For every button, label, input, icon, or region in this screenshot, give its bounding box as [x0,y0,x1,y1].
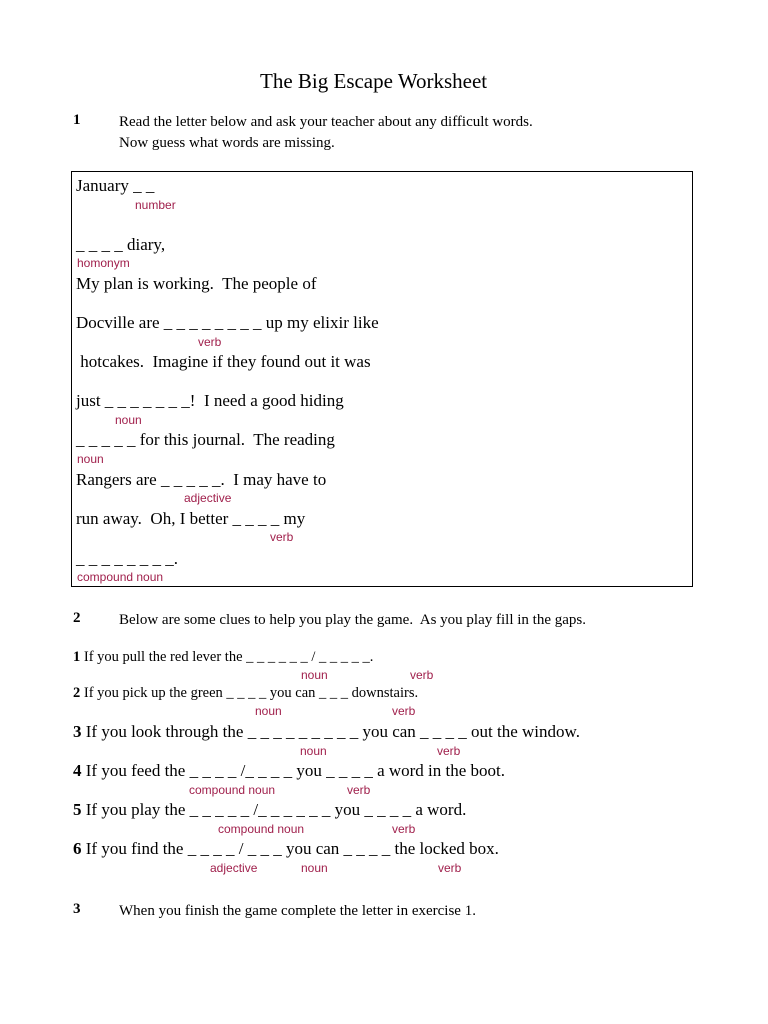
hint-label: verb [347,783,371,797]
hint-label: adjective [210,861,258,875]
letter-line: _ _ _ _ _ _ _ _. [76,549,178,568]
clue-number: 6 [73,839,82,858]
clue-text: If you feed the _ _ _ _ /_ _ _ _ you _ _ _ _ a word in the boot. [85,761,506,780]
hint-label: verb [410,668,434,682]
hint-label: verb [198,335,222,349]
hint-label: verb [392,822,416,836]
letter-line: hotcakes. Imagine if they found out it was [76,352,371,371]
hint-label: compound noun [77,570,164,584]
exercise-2-number: 2 [73,610,81,626]
letter-line: run away. Oh, I better _ _ _ _ my [76,509,306,528]
hint-label: noun [301,668,328,682]
exercise-3-instruction: When you finish the game complete the letter in exercise 1. [119,903,476,919]
exercise-3-number: 3 [73,901,81,917]
hint-label: compound noun [218,822,305,836]
hint-label: verb [392,704,416,718]
letter-line: _ _ _ _ _ for this journal. The reading [76,430,335,449]
hint-label: compound noun [189,783,276,797]
clue-2 [73,685,418,702]
clue-text: If you play the _ _ _ _ _ /_ _ _ _ _ _ you _ _ _ _ a word. [85,800,467,819]
clue-6 [73,839,499,859]
clue-number: 4 [73,761,82,780]
clue-number: 5 [73,800,82,819]
hint-label: noun [301,861,328,875]
clue-number: 1 [73,649,81,665]
clue-text: If you look through the _ _ _ _ _ _ _ _ _ you can _ _ _ _ out the window. [85,722,580,741]
page-title: The Big Escape Worksheet [260,69,488,93]
hint-label: number [135,198,176,212]
hint-label: verb [437,744,461,758]
letter-line: just _ _ _ _ _ _ _! I need a good hiding [76,391,344,410]
hint-label: noun [77,452,104,466]
clue-3 [73,722,580,742]
hint-label: noun [115,413,142,427]
exercise-2-instruction: Below are some clues to help you play the game. As you play fill in the gaps. [119,612,586,628]
clue-number: 2 [73,685,81,701]
exercise-1-instruction-2: Now guess what words are missing. [119,135,335,151]
clue-4 [73,761,505,781]
clue-number: 3 [73,722,82,741]
letter-line: Docville are _ _ _ _ _ _ _ _ up my elixir like [76,313,379,332]
hint-label: homonym [77,256,130,270]
letter-line: My plan is working. The people of [76,274,317,293]
hint-label: adjective [184,491,232,505]
clue-text: If you pull the red lever the _ _ _ _ _ _ / _ _ _ _ _. [83,649,374,665]
clue-text: If you pick up the green _ _ _ _ you can _ _ _ downstairs. [83,685,419,701]
hint-label: noun [255,704,282,718]
hint-label: noun [300,744,327,758]
exercise-1-number: 1 [73,112,81,128]
clue-1 [73,649,373,666]
letter-line: Rangers are _ _ _ _ _. I may have to [76,470,327,489]
hint-label: verb [438,861,462,875]
clue-5 [73,800,466,820]
letter-line: January _ _ [76,176,155,195]
clue-text: If you find the _ _ _ _ / _ _ _ you can _ _ _ _ the locked box. [85,839,499,858]
exercise-1-instruction-1: Read the letter below and ask your teacher about any difficult words. [119,114,533,130]
letter-line: _ _ _ _ diary, [76,235,166,254]
hint-label: verb [270,530,294,544]
